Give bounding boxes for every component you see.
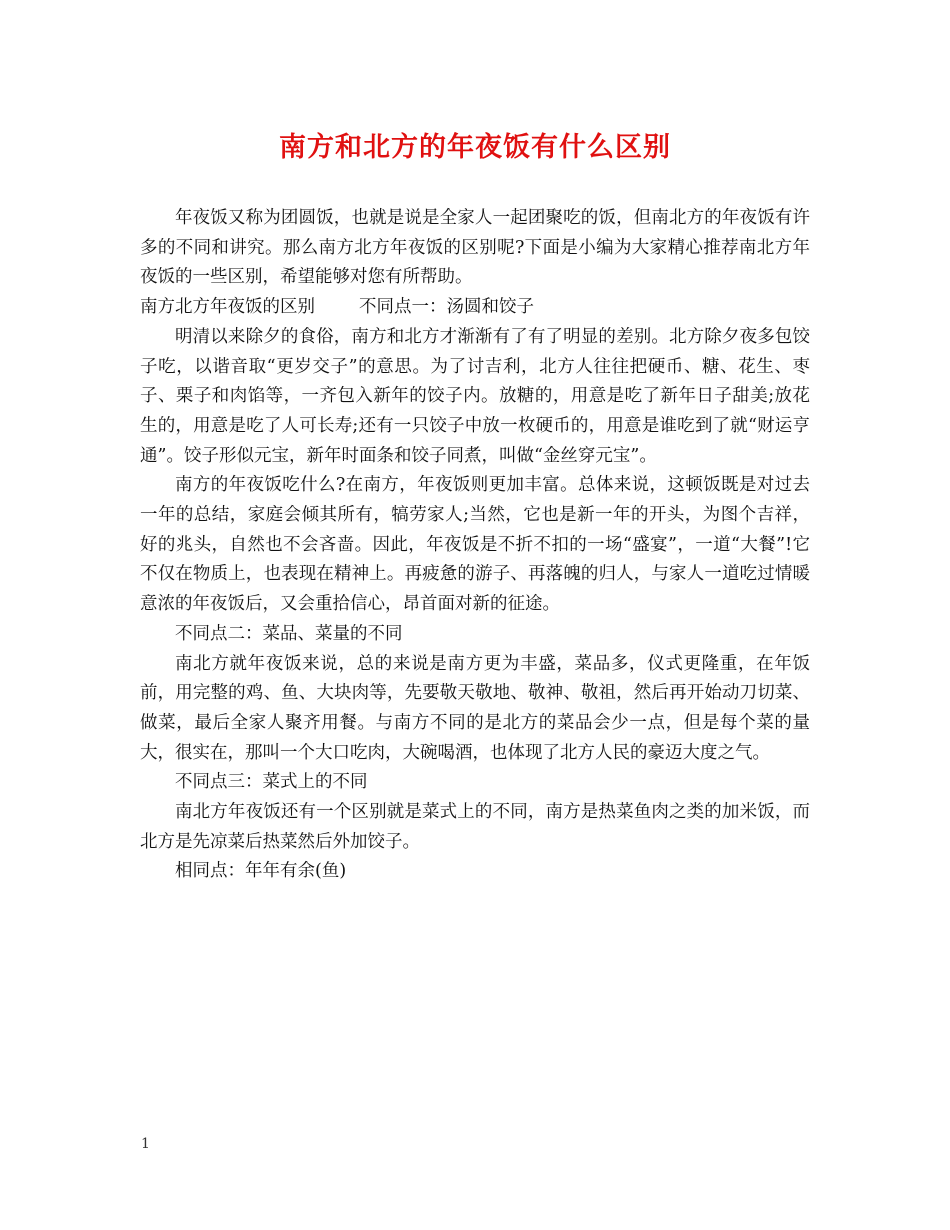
point2-paragraph: 南北方就年夜饭来说，总的来说是南方更为丰盛，菜品多，仪式更隆重，在年饭前，用完整的鸡、鱼、大块肉等，先要敬天敬地、敬神、敬祖，然后再开始动刀切菜、做菜，最后全家人聚齐用餐。与南方不同的是北方的菜品会少一点，但是每个菜的量大，很实在，那叫一个大口吃肉，大碗喝酒，也体现了北方人民的豪迈大度之气。 <box>140 653 810 763</box>
document-title: 南方和北方的年夜饭有什么区别 <box>279 132 671 163</box>
point1-paragraph-2: 南方的年夜饭吃什么?在南方，年夜饭则更加丰富。总体来说，这顿饭既是对过去一年的总结，家庭会倾其所有，犒劳家人;当然，它也是新一年的开头，为图个吉祥，好的兆头，自然也不会吝啬。因此，年夜饭是不折不扣的一场“盛宴”，一道“大餐”!它不仅在物质上，也表现在精神上。再疲惫的游子、再落魄的归人，与家人一道吃过情暖意浓的年夜饭后，又会重拾信心，昂首面对新的征途。 <box>140 475 810 615</box>
point1-paragraph-1: 明清以来除夕的食俗，南方和北方才渐渐有了有了明显的差别。北方除夕夜多包饺子吃，以谐音取“更岁交子”的意思。为了讨吉利，北方人往往把硬币、糖、花生、枣子、栗子和肉馅等，一齐包入新年的饺子内。放糖的，用意是吃了新年日子甜美;放花生的，用意是吃了人可长寿;还有一只饺子中放一枚硬币的，用意是谁吃到了就“财运亨通”。饺子形似元宝，新年时面条和饺子同煮，叫做“金丝穿元宝”。 <box>140 326 810 466</box>
common-heading: 相同点：年年有余(鱼) <box>175 861 347 882</box>
point1-heading: 不同点一：汤圆和饺子 <box>359 297 534 318</box>
intro-paragraph: 年夜饭又称为团圆饭，也就是说是全家人一起团聚吃的饭，但南北方的年夜饭有许多的不同和讲究。那么南方北方年夜饭的区别呢?下面是小编为大家精心推荐南北方年夜饭的一些区别，希望能够对您有所帮助。 <box>140 208 810 288</box>
point2-heading: 不同点二：菜品、菜量的不同 <box>175 623 403 644</box>
section-heading: 南方北方年夜饭的区别 <box>140 297 315 318</box>
section-heading-line <box>140 293 810 323</box>
page-number: 1 <box>141 1136 150 1152</box>
point3-heading: 不同点三：菜式上的不同 <box>175 772 368 793</box>
point3-paragraph: 南北方年夜饭还有一个区别就是菜式上的不同，南方是热菜鱼肉之类的加米饭，而北方是先凉菜后热菜然后外加饺子。 <box>140 802 810 852</box>
document-body <box>140 204 810 887</box>
